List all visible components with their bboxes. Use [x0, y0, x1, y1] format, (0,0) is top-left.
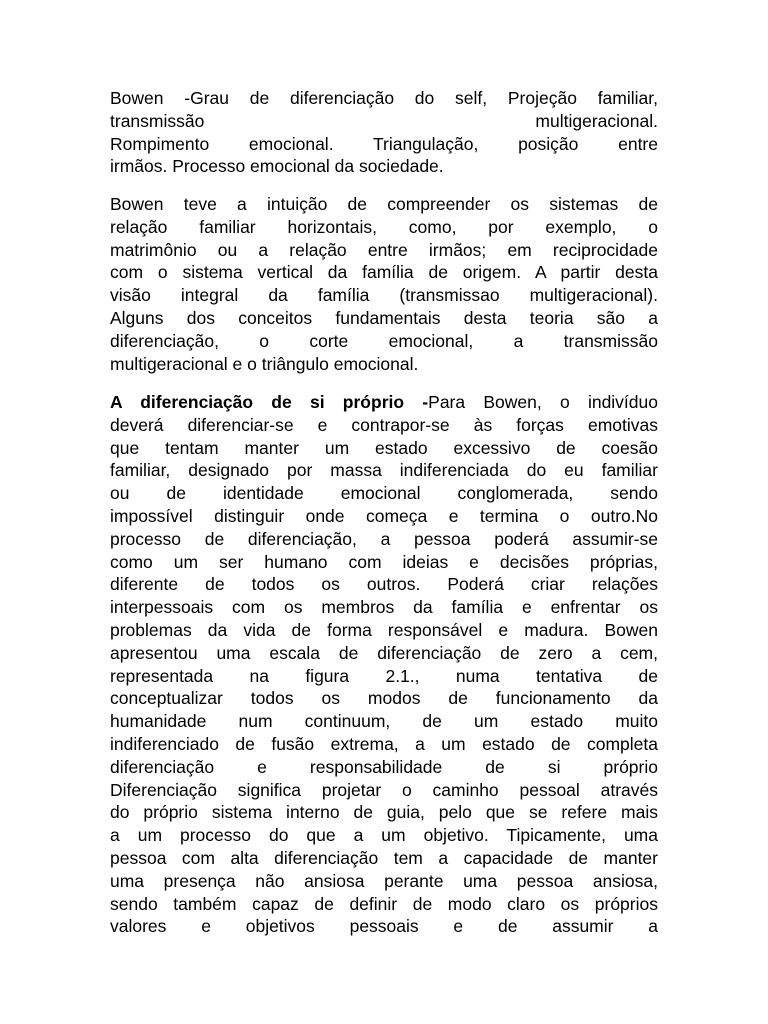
- text-line: humanidade num continuum, de um estado muito: [110, 711, 658, 732]
- text-line: apresentou uma escala de diferenciação de zero a cem,: [110, 642, 658, 663]
- text-line: deverá diferenciar-se e contrapor-se às forças emotivas: [110, 414, 658, 435]
- paragraph-self-differentiation: [110, 391, 658, 938]
- text-line: visão integral da família (transmissao multigeracional).: [110, 285, 658, 306]
- text-line: problemas da vida de forma responsável e madura. Bowen: [110, 619, 658, 640]
- text-line: Diferenciação significa projetar o caminho pessoal através: [110, 779, 658, 800]
- text-line: valores e objetivos pessoais e de assumir a: [110, 916, 658, 937]
- text-line: transmissão multigeracional.: [110, 110, 658, 131]
- text-line: processo de diferenciação, a pessoa poderá assumir-se: [110, 528, 658, 549]
- text-line: representada na figura 2.1., numa tentativa de: [110, 665, 658, 686]
- text-line: como um ser humano com ideias e decisões próprias,: [110, 551, 658, 572]
- text-line: multigeracional e o triângulo emocional.: [110, 353, 419, 374]
- text-line: relação familiar horizontais, como, por exemplo, o: [110, 216, 658, 237]
- text-line: a um processo do que a um objetivo. Tipicamente, uma: [110, 825, 658, 846]
- text-line: irmãos. Processo emocional da sociedade.: [110, 156, 444, 177]
- text-line: interpessoais com os membros da família e enfrentar os: [110, 597, 658, 618]
- text-line: que tentam manter um estado excessivo de coesão: [110, 437, 658, 458]
- line-text: Para Bowen, o indivíduo: [428, 392, 658, 412]
- text-line: uma presença não ansiosa perante uma pessoa ansiosa,: [110, 870, 658, 891]
- text-line: Bowen teve a intuição de compreender os sistemas de: [110, 194, 658, 214]
- text-line: [110, 391, 658, 414]
- bold-heading: A diferenciação de si próprio -: [110, 392, 429, 412]
- paragraph-bowen-intuition: [110, 193, 658, 375]
- text-line: familiar, designado por massa indiferenciada do eu familiar: [110, 460, 658, 481]
- text-line: ou de identidade emocional conglomerada, sendo: [110, 483, 658, 504]
- text-line: impossível distinguir onde começa e termina o outro.No: [110, 505, 658, 526]
- text-line: diferenciação e responsabilidade de si próprio: [110, 756, 658, 777]
- text-line: indiferenciado de fusão extrema, a um estado de completa: [110, 733, 658, 754]
- text-line: matrimônio ou a relação entre irmãos; em reciprocidade: [110, 239, 658, 260]
- paragraph-bowen-concepts: [110, 87, 658, 178]
- text-line: sendo também capaz de definir de modo claro os próprios: [110, 893, 658, 914]
- text-line: do próprio sistema interno de guia, pelo que se refere mais: [110, 802, 658, 823]
- text-line: diferenciação, o corte emocional, a transmissão: [110, 330, 658, 351]
- text-line: Alguns dos conceitos fundamentais desta teoria são a: [110, 307, 658, 328]
- text-line: Rompimento emocional. Triangulação, posição entre: [110, 133, 658, 154]
- text-line: conceptualizar todos os modos de funcionamento da: [110, 688, 658, 709]
- text-line: Bowen -Grau de diferenciação do self, Projeção familiar,: [110, 88, 658, 108]
- text-line: diferente de todos os outros. Poderá criar relações: [110, 574, 658, 595]
- text-line: pessoa com alta diferenciação tem a capacidade de manter: [110, 847, 658, 868]
- text-line: com o sistema vertical da família de origem. A partir desta: [110, 262, 658, 283]
